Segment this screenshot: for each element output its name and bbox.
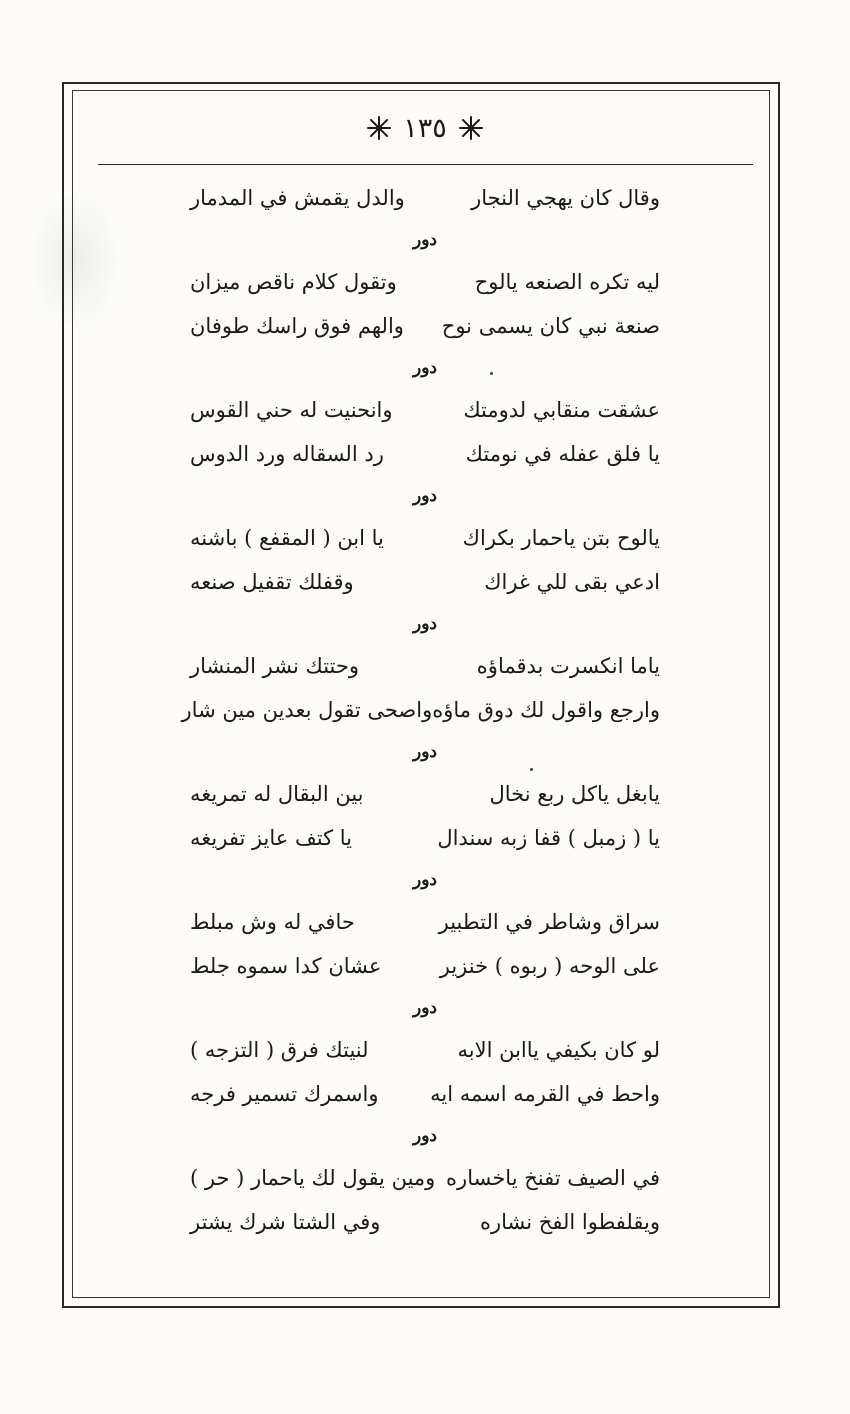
stanza-divider: دور: [413, 230, 437, 250]
stanza-divider: دور: [413, 998, 437, 1018]
verse-line: [190, 772, 660, 816]
stanza-divider: دور: [413, 742, 437, 762]
ink-speck: [530, 768, 533, 771]
verse-hemistich-left: بين البقال له تمريغه: [190, 782, 364, 806]
verse-hemistich-right: يالوح بتن ياحمار بكراك: [462, 526, 660, 550]
stanza-divider: دور: [413, 870, 437, 890]
verse-hemistich-right: يابغل ياكل ربع نخال: [489, 782, 660, 806]
verse-line: [190, 260, 660, 304]
verse-line: [190, 304, 660, 348]
verse-hemistich-right: ويقلفطوا الفخ نشاره: [480, 1210, 660, 1234]
page-number: ١٣٥: [403, 112, 447, 144]
verse-hemistich-left: يا ابن ( المقفع ) باشنه: [190, 526, 384, 550]
poem-body: [181, 176, 660, 1244]
verse-line: [190, 516, 660, 560]
verse-line: [190, 944, 660, 988]
verse-hemistich-right: لو كان بكيفي ياابن الابه: [457, 1038, 660, 1062]
ink-speck: [490, 372, 493, 375]
verse-line: [190, 432, 660, 476]
verse-line: [190, 388, 660, 432]
verse-hemistich-left: والدل يقمش في المدمار: [190, 186, 405, 210]
verse-hemistich-left: حافي له وش مبلط: [190, 910, 355, 934]
verse-hemistich-left: وحتتك نشر المنشار: [190, 654, 359, 678]
verse-hemistich-right: ليه تكره الصنعه يالوح: [474, 270, 660, 294]
verse-line: [190, 560, 660, 604]
stanza-divider: دور: [413, 486, 437, 506]
verse-line: [190, 900, 660, 944]
verse-hemistich-left: واصحى تقول بعدين مين شار: [181, 698, 433, 722]
page-header: [0, 103, 850, 153]
verse-hemistich-right: سراق وشاطر في التطبير: [438, 910, 660, 934]
verse-hemistich-left: عشان كدا سموه جلط: [190, 954, 382, 978]
verse-line: [190, 1156, 660, 1200]
verse-hemistich-right: في الصيف تفنخ ياخساره: [446, 1166, 660, 1190]
star-ornament-icon: [365, 114, 393, 142]
verse-hemistich-left: ومين يقول لك ياحمار ( حر ): [190, 1166, 436, 1190]
verse-line: [181, 688, 660, 732]
verse-hemistich-right: واحط في القرمه اسمه ايه: [430, 1082, 660, 1106]
verse-line: [190, 816, 660, 860]
verse-hemistich-right: وارجع واقول لك دوق ماؤه: [432, 698, 660, 722]
verse-hemistich-right: عشقت منقابي لدومتك: [463, 398, 660, 422]
verse-line: [190, 644, 660, 688]
verse-line: [190, 1200, 660, 1244]
verse-hemistich-right: يا ( زمبل ) قفا زبه سندال: [437, 826, 660, 850]
star-ornament-icon: [457, 114, 485, 142]
verse-hemistich-left: رد السقاله ورد الدوس: [190, 442, 384, 466]
verse-hemistich-right: صنعة نبي كان يسمى نوح: [441, 314, 660, 338]
verse-hemistich-left: والهم فوق راسك طوفان: [190, 314, 404, 338]
verse-hemistich-left: لنيتك فرق ( التزجه ): [190, 1038, 369, 1062]
verse-hemistich-left: وقفلك تقفيل صنعه: [190, 570, 354, 594]
verse-hemistich-right: على الوحه ( ربوه ) خنزير: [439, 954, 660, 978]
stanza-divider: دور: [413, 614, 437, 634]
verse-hemistich-right: يا فلق عفله في نومتك: [465, 442, 660, 466]
verse-hemistich-left: يا كتف عايز تفريغه: [190, 826, 352, 850]
verse-hemistich-right: وقال كان يهجي النجار: [471, 186, 660, 210]
verse-hemistich-left: وانحنيت له حني القوس: [190, 398, 393, 422]
verse-hemistich-right: ادعي بقى للي غراك: [484, 570, 660, 594]
verse-hemistich-left: واسمرك تسمير فرجه: [190, 1082, 379, 1106]
verse-line: [190, 176, 660, 220]
verse-hemistich-left: وفي الشتا شرك يشتر: [190, 1210, 381, 1234]
stanza-divider: دور: [413, 1126, 437, 1146]
verse-hemistich-left: وتقول كلام ناقص ميزان: [190, 270, 397, 294]
verse-line: [190, 1028, 660, 1072]
stanza-divider: دور: [413, 358, 437, 378]
header-rule: [98, 164, 753, 165]
verse-hemistich-right: ياما انكسرت بدقماؤه: [476, 654, 660, 678]
verse-line: [190, 1072, 660, 1116]
